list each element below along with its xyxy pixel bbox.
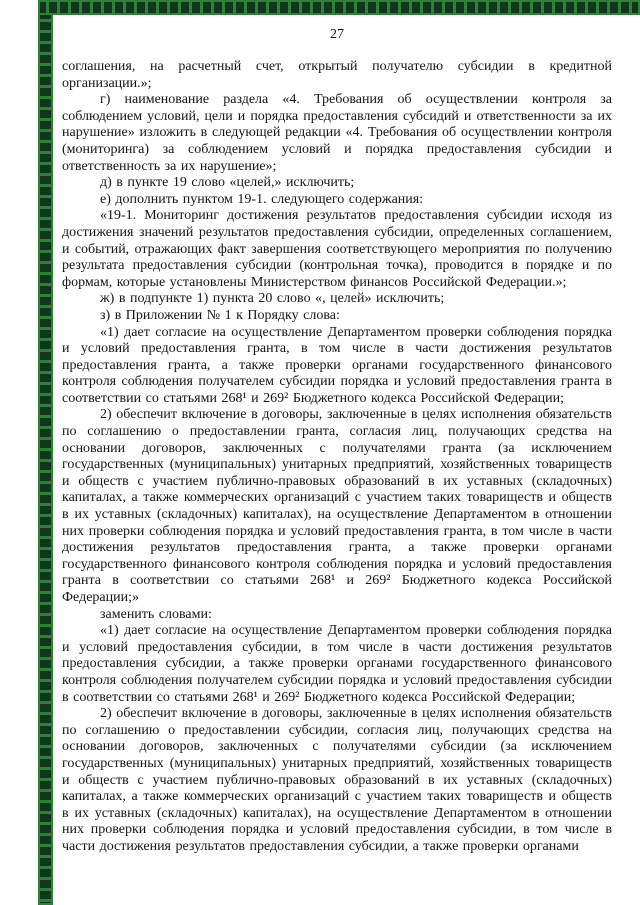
page-content bbox=[62, 15, 612, 856]
decorative-border-top-icon bbox=[38, 0, 640, 15]
paragraph: заменить словами: bbox=[100, 606, 212, 622]
decorative-border-left-icon bbox=[38, 0, 53, 905]
paragraph: «1) дает согласие на осуществление Департаментом проверки соблюдения порядка и условий предоставления гранта, в том числе в части достижения результатов предоставления гранта, а также проверки органами государственного финансового контроля соблюдения получателем субсидии порядка и условий предоставления гранта в соответствии со статьями 268¹ и 269² Бюджетного кодекса Российской Федерации; bbox=[62, 324, 612, 406]
paragraph: ж) в подпункте 1) пункта 20 слово «, целей» исключить; bbox=[100, 291, 445, 307]
paragraph: з) в Приложении № 1 к Порядку слова: bbox=[100, 307, 340, 323]
paragraph: е) дополнить пунктом 19-1. следующего содержания: bbox=[100, 191, 424, 207]
paragraph: 2) обеспечит включение в договоры, заключенные в целях исполнения обязательств по соглашению о предоставлении субсидии, согласия лиц, получающих средства на основании договоров, заключенных с получателями субсидии (за исключением государственных (муниципальных) унитарных предприятий, хозяйственных товариществ и обществ с участием публично-правовых образований в их уставных (складочных) капиталах, а также коммерческих организаций с участием таких товариществ и обществ в их уставных (складочных) капиталах), на осуществление Департаментом в отношении них проверки соблюдения порядка и условий предоставления субсидии, в том числе в части достижения результатов предоставления субсидии, а также проверки органами bbox=[62, 706, 612, 854]
document-body bbox=[62, 59, 612, 856]
paragraph: д) в пункте 19 слово «целей,» исключить; bbox=[100, 175, 355, 191]
page-number: 27 bbox=[330, 27, 344, 42]
paragraph: г) наименование раздела «4. Требования об осуществлении контроля за соблюдением условий, цели и порядка предоставления субсидий и ответственности за их нарушение» изложить в следующей редакции «4. Требования об осуществлении контроля (мониторинга) за соблюдением условий и порядка предоставления субсидии и ответственность за их нарушение»; bbox=[62, 92, 612, 174]
paragraph: «19-1. Мониторинг достижения результатов предоставления субсидии исходя из достижения значений результатов предоставления субсидии, определенных соглашением, и событий, отражающих факт завершения соответствующего мероприятия по получению результата предоставления субсидии (контрольная точка), проводится в порядке и по формам, которые установлены Министерством финансов Российской Федерации.»; bbox=[62, 208, 612, 290]
paragraph: 2) обеспечит включение в договоры, заключенные в целях исполнения обязательств по соглашению о предоставлении гранта, согласия лиц, получающих средства на основании договоров, заключенных с получателями гранта (за исключением государственных (муниципальных) унитарных предприятий, хозяйственных товариществ и обществ с участием публично-правовых образований в их уставных (складочных) капиталах, а также коммерческих организаций с участием таких товариществ и обществ в их уставных (складочных) капиталах), на осуществление Департаментом в отношении них проверки соблюдения порядка и условий предоставления гранта, в том числе в части достижения результатов предоставления гранта, а также проверки органами государственного финансового контроля соблюдения порядка и условий предоставления гранта в соответствии со статьями 268¹ и 269² Бюджетного кодекса Российской Федерации;» bbox=[62, 407, 612, 605]
paragraph: «1) дает согласие на осуществление Департаментом проверки соблюдения порядка и условий предоставления субсидии, в том числе в части достижения результатов предоставления субсидии, а также проверки органами государственного финансового контроля соблюдения получателем субсидии порядка и условий предоставления субсидии в соответствии со статьями 268¹ и 269² Бюджетного кодекса Российской Федерации; bbox=[62, 623, 612, 705]
paragraph: соглашения, на расчетный счет, открытый получателю субсидии в кредитной организации.»; bbox=[62, 59, 612, 91]
